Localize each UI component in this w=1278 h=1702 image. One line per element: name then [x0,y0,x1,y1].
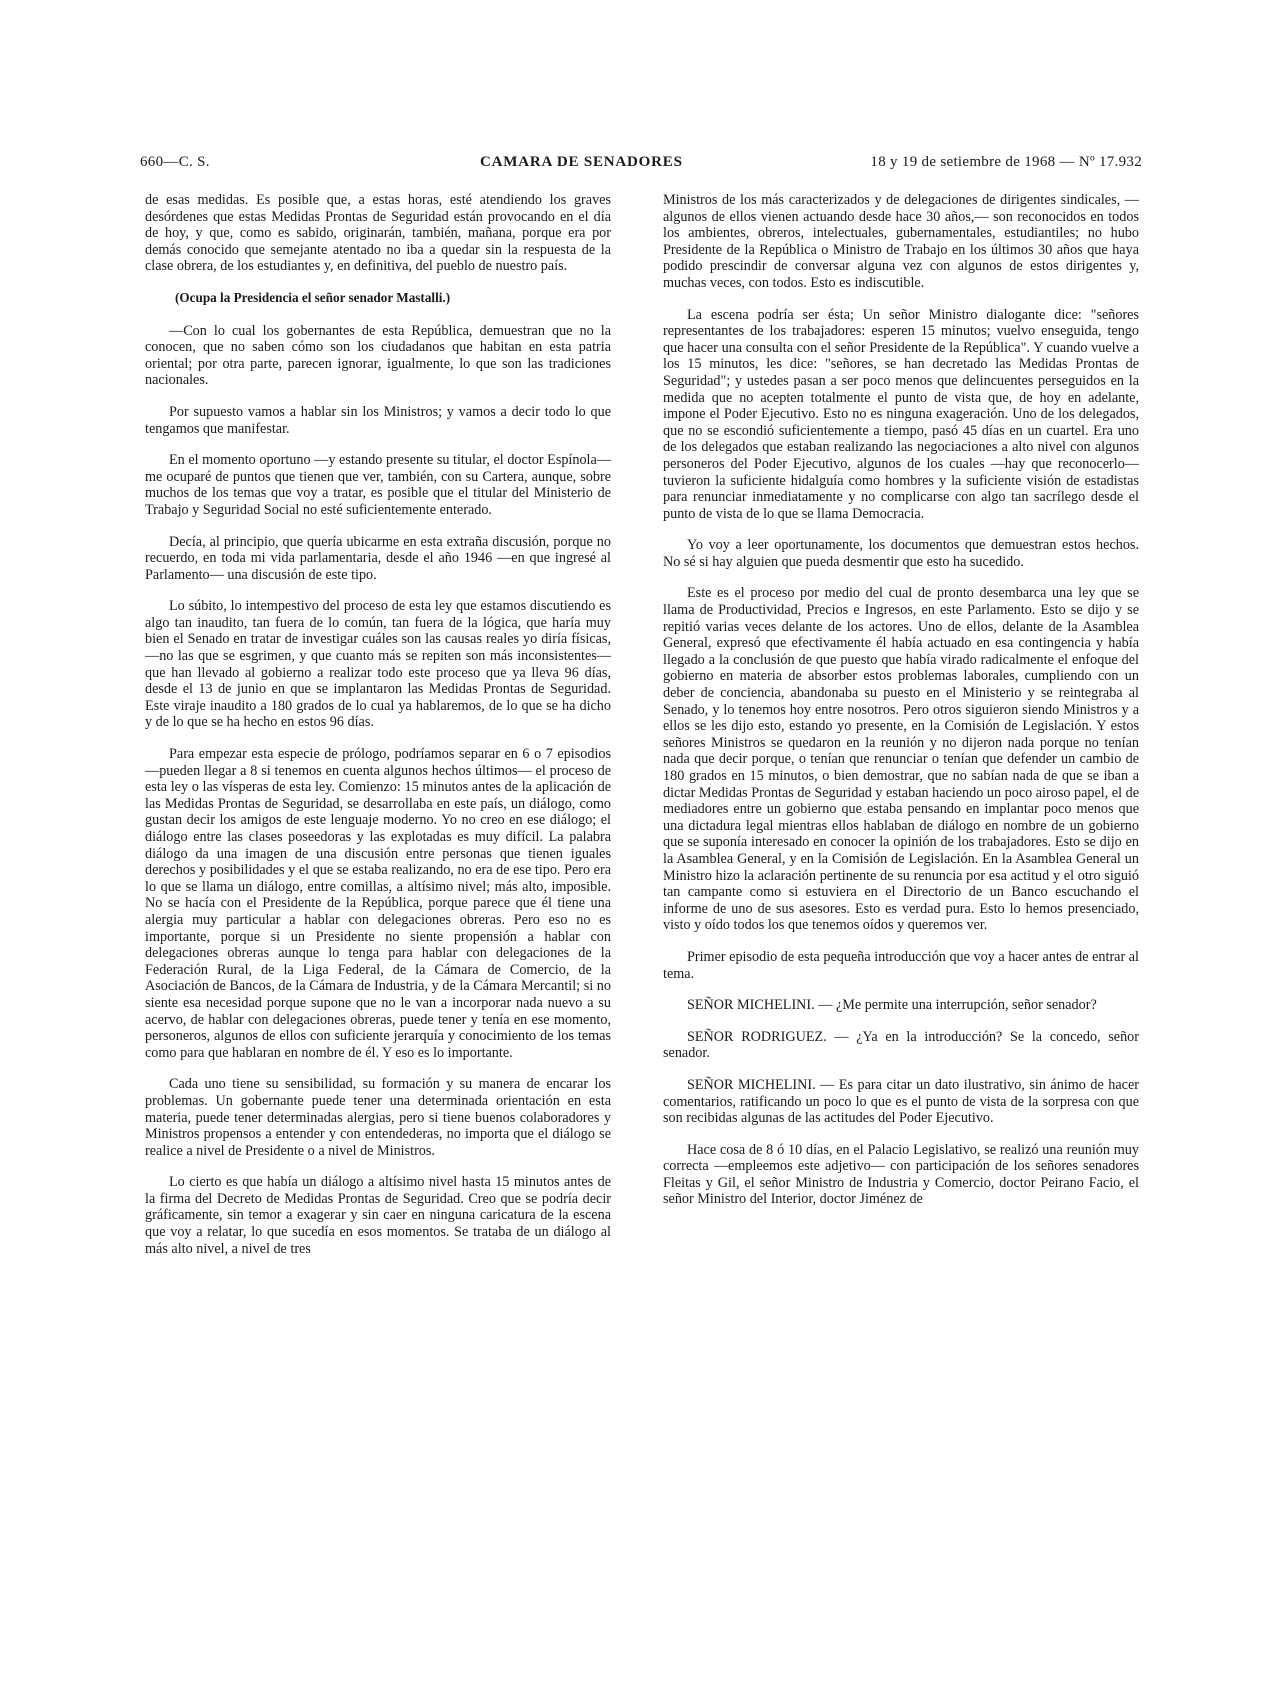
paragraph: Para empezar esta especie de prólogo, podríamos separar en 6 o 7 episodios —pueden llegar a 8 si tenemos en cuenta algunos hechos últimos— el proceso de esta ley o las vísperas de esta ley. Comienzo: 15 minutos antes de la aplicación de las Medidas Prontas de Seguridad, se desarrollaba en este país, un diálogo, como gustan decir los amigos de este lenguaje moderno. Yo no creo en ese diálogo; el diálogo entre las clases poseedoras y las explotadas es muy difícil. La palabra diálogo da una imagen de una discusión entre personas que tienen iguales derechos y posibilidades y el que se estaba realizando, no era de ese tipo. Pero era lo que se llama un diálogo, entre comillas, a altísimo nivel; más alto, imposible. No se hacía con el Presidente de la República, porque parece que él tiene una alergia muy particular a hablar con delegaciones obreras. Pero eso no es importante, porque si un Presidente no siente propensión a hablar con delegaciones obreras aunque lo tenga para hablar con delegaciones de la Federación Rural, de la Liga Federal, de la Cámara de Comercio, de la Asociación de Bancos, de la Cámara de Industria, y de la Cámara Mercantil; si no siente esa necesidad porque supone que no le van a incorporar nada nuevo a su acervo, de hablar con delegaciones obreras, puede tener y tenía en ese momento, personeros, algunos de ellos con suficiente jerarquía y conocimiento de los temas como para que hablaran en nombre de él. Y eso es lo importante. [145,746,611,1061]
paragraph: Este es el proceso por medio del cual de pronto desembarca una ley que se llama de Productividad, Precios e Ingresos, en este Parlamento. Esto se dijo y se repitió varias veces delante de los actores. Uno de ellos, delante de la Asamblea General, expresó que efectivamente él había actuado en esa contingencia y había llegado a la conclusión de que puesto que había virado radicalmente el enfoque del gobierno en materia de absorber estos problemas laborales, cumpliendo con un deber de conciencia, abandonaba su puesto en el Ministerio y se reintegraba al Senado, y lo tenemos hoy entre nosotros. Pero otros siguieron siendo Ministros y a ellos se les dijo esto, estando yo presente, en la Comisión de Legislación. Y estos señores Ministros se quedaron en la reunión y no dijeron nada porque no tenían nada que decir porque, o tenían que renunciar o tenían que defender un cambio de 180 grados en 15 minutos, o bien demostrar, que no sabían nada de que se iban a dictar Medidas Prontas de Seguridad y estaban haciendo un poco airoso papel, el de mediadores entre un gobierno que estaba pensando en implantar poco menos que una dictadura legal mientras ellos hablaban de diálogo en nombre de un gobierno que se suponía interesado en conocer la opinión de los trabajadores. Esto se dijo en la Asamblea General, y en la Comisión de Legislación. En la Asamblea General un Ministro hizo la aclaración pertinente de su renuncia por esa actitud y el otro siguió tan campante como si estuviera en el Directorio de un Banco escuchando el informe de uno de sus asesores. Esto es verdad pura. Esto lo hemos presenciado, visto y oído todos los que tenemos oídos y queremos ver. [663,585,1139,934]
paragraph: —Con lo cual los gobernantes de esta República, demuestran que no la conocen, que no saben cómo son los ciudadanos que habitan en esta patria oriental; por otra parte, parecen ignorar, igualmente, lo que son las tradiciones nacionales. [145,322,611,389]
presidency-note: (Ocupa la Presidencia el señor senador Mastalli.) [175,289,451,305]
paragraph: Decía, al principio, que quería ubicarme en esta extraña discusión, porque no recuerdo, en toda mi vida parlamentaria, desde el año 1946 —en que ingresé al Parlamento— una discusión de este tipo. [145,533,611,583]
right-column [663,192,1139,1223]
paragraph: Yo voy a leer oportunamente, los documentos que demuestran estos hechos. No sé si hay alguien que pueda desmentir que esto ha sucedido. [663,537,1139,570]
paragraph: En el momento oportuno —y estando presente su titular, el doctor Espínola— me ocuparé de puntos que tienen que ver, también, con su Cartera, aunque, sobre muchos de los temas que voy a tratar, es posible que el titular del Ministerio de Trabajo y Seguridad Social no esté suficientemente enterado. [145,452,611,518]
paragraph: Por supuesto vamos a hablar sin los Ministros; y vamos a decir todo lo que tengamos que manifestar. [145,403,611,437]
paragraph: Primer episodio de esta pequeña introducción que voy a hacer antes de entrar al tema. [663,948,1139,982]
paragraph: La escena podría ser ésta; Un señor Ministro dialogante dice: "señores representantes de los trabajadores: esperen 15 minutos; vuelvo enseguida, tengo que hacer una consulta con el señor Presidente de la República". Y cuando vuelve a los 15 minutos, les dice: "señores, se han decretado las Medidas Prontas de Seguridad"; y ustedes pasan a ser poco menos que delincuentes perseguidos en la medida que no acepten totalmente el punto de vista que, de hoy en adelante, impone el Poder Ejecutivo. Esto no es ninguna exageración. Uno de los delegados, que no se escondió suficientemente a tiempo, pasó 45 días en un cuartel. Era uno de los delegados que estaban realizando las negociaciones a alto nivel con algunos personeros del Poder Ejecutivo, algunos de los cuales —hay que reconocerlo— tuvieron la suficiente hidalguía como hombres y la suficiente visión de estadistas para renunciar inmediatamente y no complicarse con algo tan sacrílego desde el punto de vista de lo que se llama Democracia. [663,306,1139,522]
paragraph: Hace cosa de 8 ó 10 días, en el Palacio Legislativo, se realizó una reunión muy correcta —empleemos este adjetivo— con participación de los señores senadores Fleitas y Gil, el señor Ministro de Industria y Comercio, doctor Peirano Facio, el señor Ministro del Interior, doctor Jiménez de [663,1141,1139,1208]
paragraph: Ministros de los más caracterizados y de delegaciones de dirigentes sindicales, —algunos de ellos vienen actuando desde hace 30 años,— son reconocidos en todos los ambientes, obreros, intelectuales, gubernamentales, estudiantiles; no hubo Presidente de la República o Ministro de Trabajo en los últimos 30 años que haya podido prescindir de conversar alguna vez con algunos de estos dirigentes y, muchas veces, con todos. Esto es indiscutible. [663,192,1139,291]
paragraph: Lo cierto es que había un diálogo a altísimo nivel hasta 15 minutos antes de la firma del Decreto de Medidas Prontas de Seguridad. Creo que se podría decir gráficamente, sin temor a exagerar y sin caer en ninguna caricatura de la escena que voy a relatar, lo que sucedía en esos momentos. Se trataba de un diálogo al más alto nivel, a nivel de tres [145,1174,611,1257]
paragraph: Cada uno tiene su sensibilidad, su formación y su manera de encarar los problemas. Un gobernante puede tener una determinada orientación en esta materia, puede tener determinadas alergias, pero si tiene buenos colaboradores y Ministros propensos a entender y con entendederas, no importa que el diálogo se realice a nivel de Presidente o a nivel de Ministros. [145,1076,611,1159]
date-and-issue: 18 y 19 de setiembre de 1968 — Nº 17.932 [870,154,1142,170]
speaker-rodriguez: SEÑOR RODRIGUEZ. — ¿Ya en la introducción? Se la concedo, señor senador. [663,1028,1139,1062]
publication-title: CAMARA DE SENADORES [480,154,683,170]
paragraph: de esas medidas. Es posible que, a estas horas, esté atendiendo los graves desórdenes que estas Medidas Prontas de Seguridad están provocando en el día de hoy, y que, como es sabido, originarán, también, mañana, porque era por demás conocido que semejante atentado no iba a quedar sin la respuesta de la clase obrera, de los estudiantes y, en definitiva, del pueblo de nuestro país. [145,192,611,275]
page-reference: 660—C. S. [140,154,210,170]
page-header [140,154,1140,176]
speaker-michelini: SEÑOR MICHELINI. — Es para citar un dato ilustrativo, sin ánimo de hacer comentarios, ratificando un poco lo que es el punto de vista de la sorpresa con que son recibidas algunas de las actitudes del Poder Ejecutivo. [663,1076,1139,1127]
speaker-michelini: SEÑOR MICHELINI. — ¿Me permite una interrupción, señor senador? [687,997,1097,1014]
left-column [145,192,611,1272]
paragraph: Lo súbito, lo intempestivo del proceso de esta ley que estamos discutiendo es algo tan inaudito, tan fuera de lo común, tan fuera de la lógica, que haría muy bien el Senado en tratar de investigar cuáles son las causas reales yo diría físicas, —no las que se esgrimen, y que cuanto más se repiten son más inconsistentes— que han llevado al gobierno a realizar todo este proceso que ya lleva 96 días, desde el 13 de junio en que se implantaron las Medidas Prontas de Seguridad. Este viraje inaudito a 180 grados de lo cual ya hablaremos, de lo que se ha dicho y de lo que se ha hecho en estos 96 días. [145,598,611,731]
